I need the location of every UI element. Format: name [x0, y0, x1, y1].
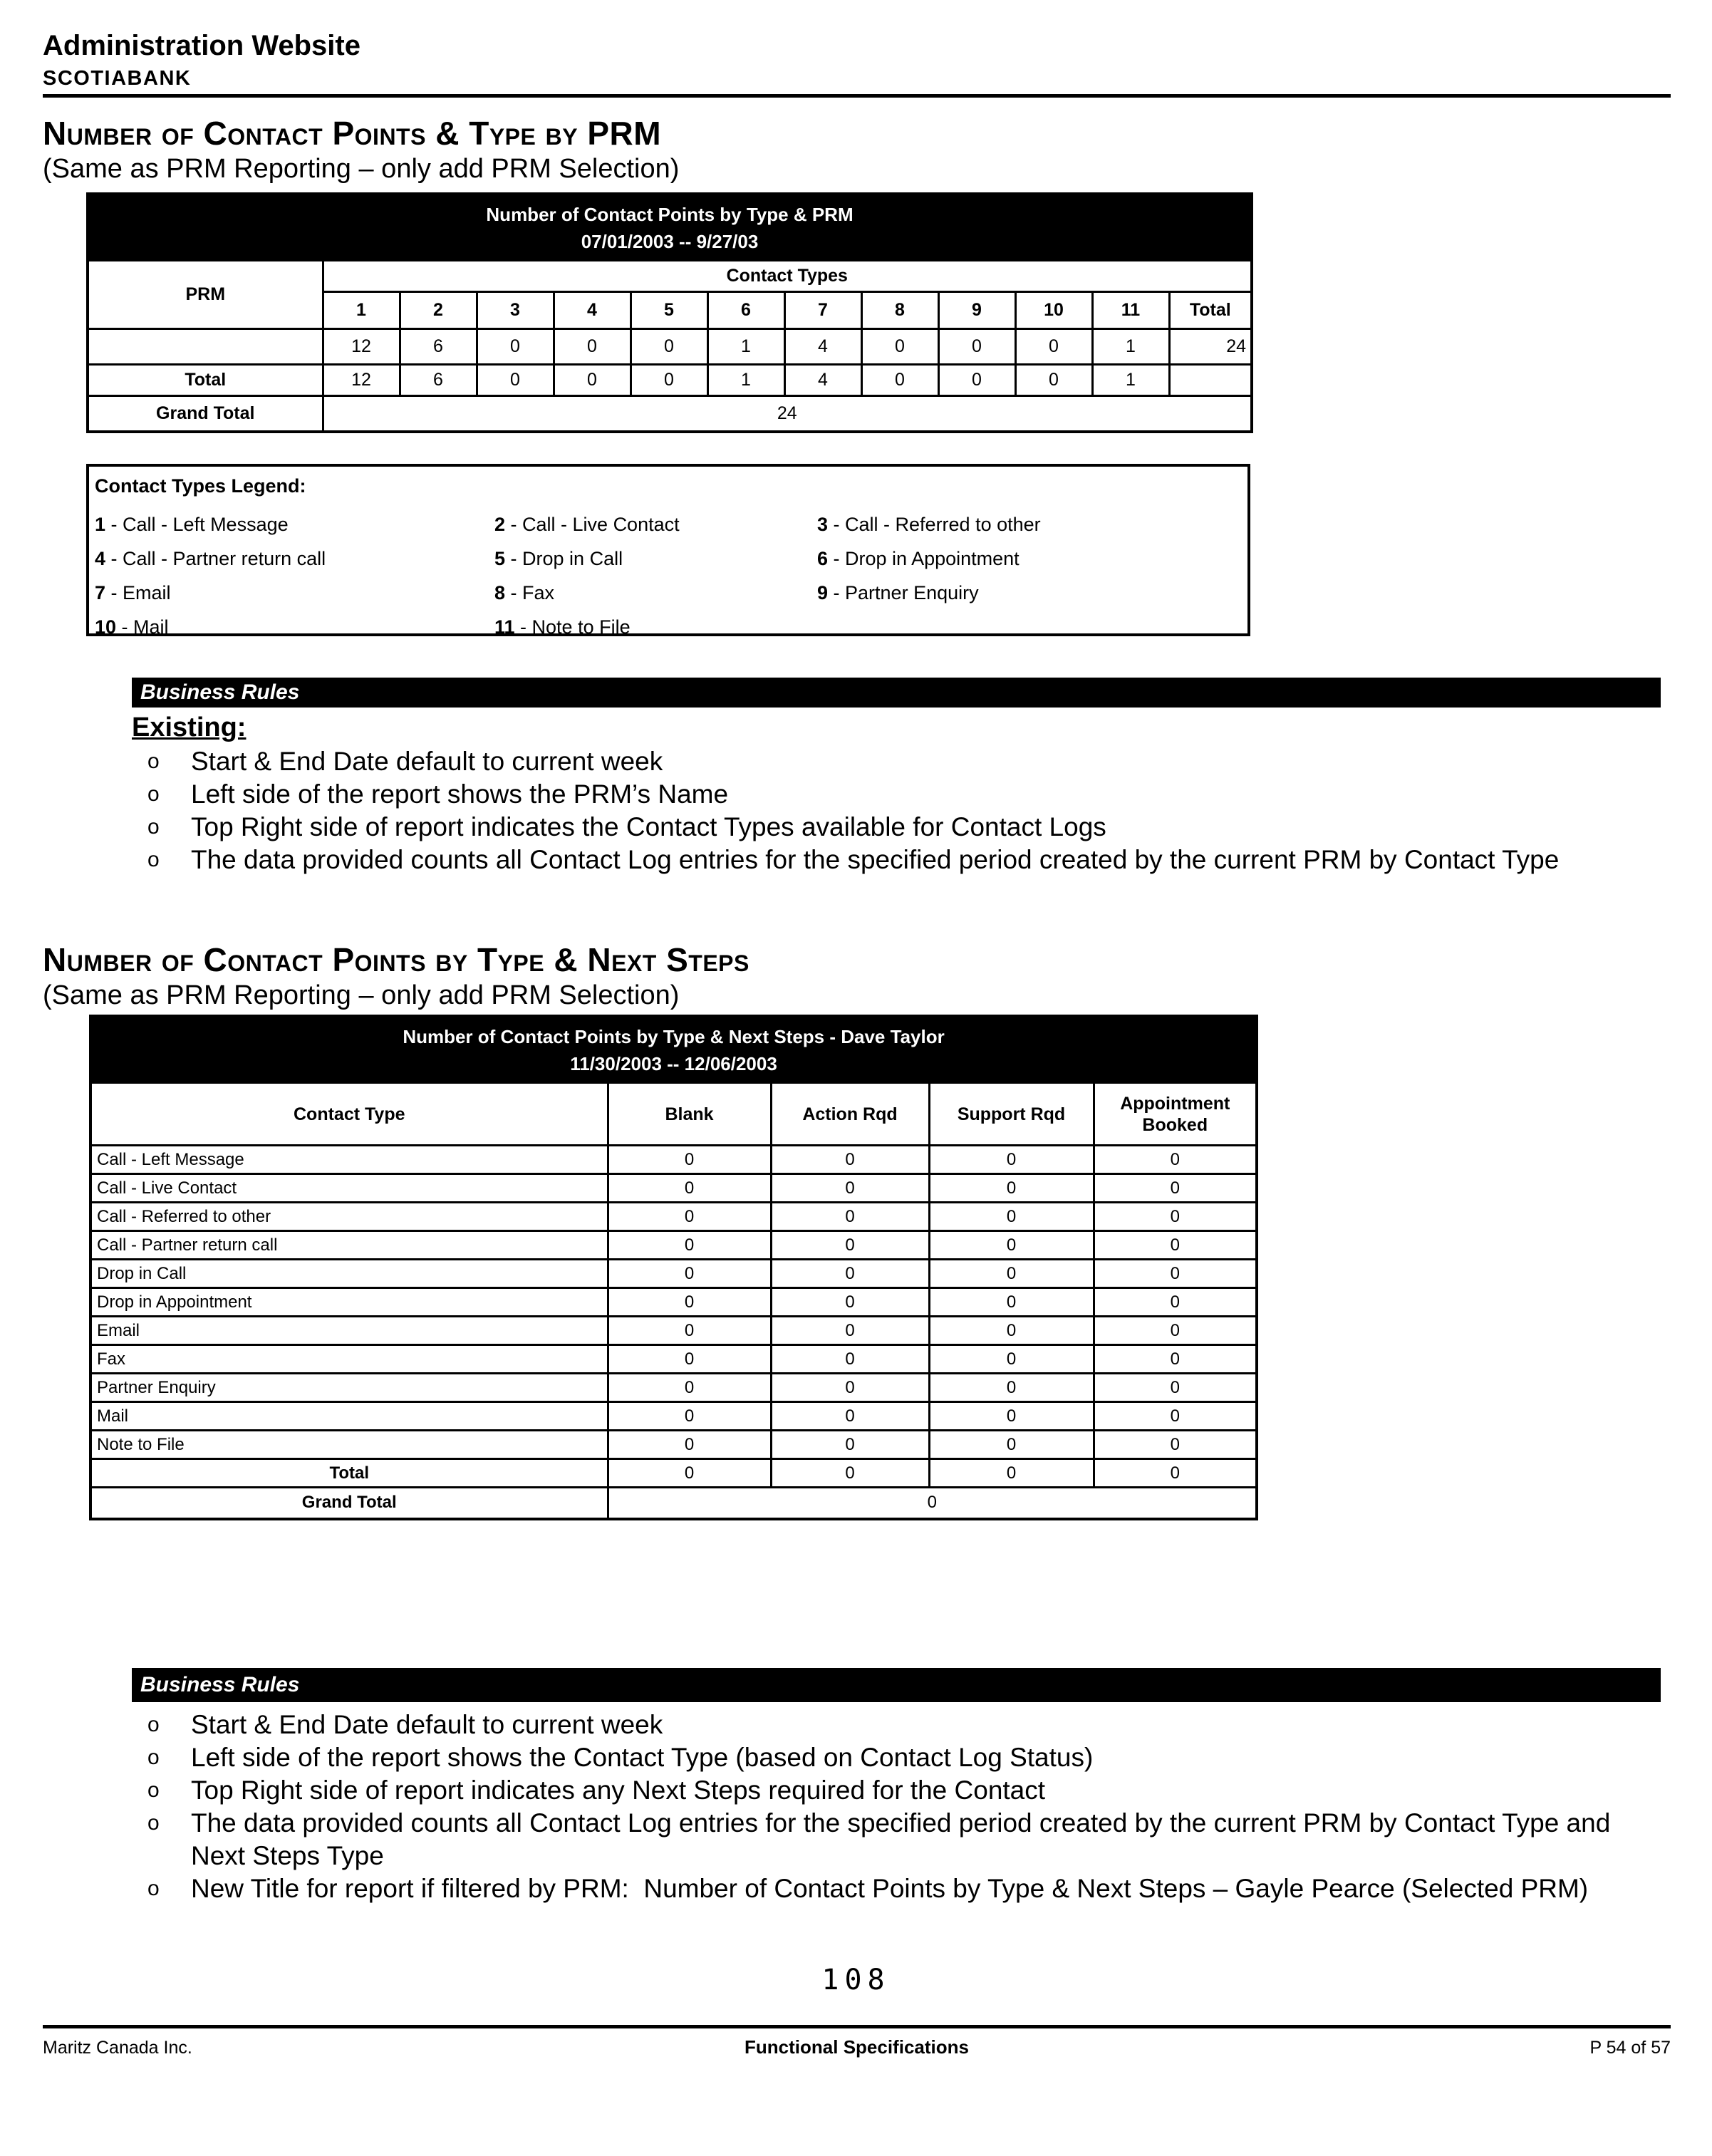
- legend-item: 7 - Email: [95, 582, 171, 603]
- count-cell: 0: [608, 1260, 771, 1288]
- bullet-text: Start & End Date default to current week: [191, 747, 663, 776]
- bullet-item: [132, 844, 1671, 876]
- contact-type-label: Mail: [90, 1402, 608, 1431]
- contact-type-row: [90, 1317, 1257, 1345]
- business-rules-list-2: [132, 1709, 1671, 1905]
- bullet-marker: o: [147, 1811, 160, 1835]
- bullet-marker: o: [147, 782, 160, 806]
- table2-date-range: 11/30/2003 -- 12/06/2003: [570, 1053, 777, 1074]
- count-cell: 0: [861, 329, 938, 365]
- section2-subtitle: (Same as PRM Reporting – only add PRM Selection): [43, 980, 680, 1010]
- bullet-item: [132, 1774, 1671, 1807]
- contact-type-row: [90, 1260, 1257, 1288]
- table1-corner-prm: PRM: [88, 261, 323, 329]
- count-cell: 0: [1094, 1402, 1257, 1431]
- contact-type-label: Note to File: [90, 1431, 608, 1459]
- contact-type-column-header: 11: [1092, 292, 1169, 329]
- count-cell: 0: [1094, 1174, 1257, 1203]
- count-cell: 4: [784, 365, 861, 396]
- count-cell: 0: [771, 1345, 929, 1374]
- contact-type-column-header: 10: [1015, 292, 1092, 329]
- bullet-item: [132, 778, 1671, 811]
- count-cell: 0: [929, 1459, 1094, 1488]
- contact-type-column-header: 9: [938, 292, 1015, 329]
- contact-type-column-header: 6: [707, 292, 784, 329]
- bullet-marker: o: [147, 848, 160, 871]
- legend-row: [95, 507, 1242, 541]
- count-cell: 0: [929, 1174, 1094, 1203]
- count-cell: 1: [707, 365, 784, 396]
- count-cell: 0: [608, 1459, 771, 1488]
- table2-column-header-row: [90, 1083, 1257, 1146]
- count-cell: 0: [771, 1203, 929, 1231]
- bullet-marker: o: [147, 1778, 160, 1802]
- contact-type-label: Fax: [90, 1345, 608, 1374]
- contact-points-by-prm-table: [86, 192, 1253, 433]
- contact-type-row: [90, 1345, 1257, 1374]
- bullet-text: Left side of the report shows the PRM’s Name: [191, 779, 729, 809]
- bullet-text: Start & End Date default to current week: [191, 1710, 663, 1739]
- bullet-text: Top Right side of report indicates the Contact Types available for Contact Logs: [191, 812, 1106, 841]
- count-cell: 0: [1094, 1345, 1257, 1374]
- count-cell: 0: [938, 365, 1015, 396]
- count-cell: 1: [1092, 329, 1169, 365]
- contact-type-column-header: 2: [400, 292, 477, 329]
- count-cell: 0: [771, 1374, 929, 1402]
- bullet-text: The data provided counts all Contact Log entries for the specified period created by the current PRM by Contact Type: [191, 845, 1560, 874]
- contact-type-column-header: 1: [323, 292, 400, 329]
- footer-divider: [43, 2025, 1671, 2028]
- bullet-text: The data provided counts all Contact Log entries for the specified period created by the current PRM by Contact Type and Next Steps Type: [191, 1808, 1618, 1870]
- business-rules-list-1: [132, 745, 1671, 876]
- legend-item-number: 6: [817, 548, 829, 569]
- count-cell: 0: [608, 1345, 771, 1374]
- prm-name-cell: [88, 329, 323, 365]
- contact-type-label: Call - Live Contact: [90, 1174, 608, 1203]
- legend-title: Contact Types Legend:: [95, 475, 306, 497]
- legend-item-number: 5: [494, 548, 506, 569]
- contact-type-column-header: 7: [784, 292, 861, 329]
- section2-title: Number of Contact Points by Type & Next Steps: [43, 941, 749, 978]
- total-row: [88, 365, 1252, 396]
- bullet-text: New Title for report if filtered by PRM: Number of Contact Points by Type & Next Steps – Gayle Pearce (Selected PRM): [191, 1874, 1589, 1903]
- bullet-item: [132, 1807, 1671, 1872]
- legend-item: 10 - Mail: [95, 616, 169, 638]
- table1-contact-types-group: Contact Types: [323, 261, 1252, 292]
- count-cell: 0: [1094, 1374, 1257, 1402]
- next-steps-column-header: Blank: [608, 1083, 771, 1146]
- contact-type-row: [90, 1146, 1257, 1174]
- contact-points-by-next-steps-table: [89, 1015, 1258, 1520]
- legend-item: 8 - Fax: [494, 582, 555, 603]
- contact-type-row: [90, 1374, 1257, 1402]
- count-cell: 0: [929, 1146, 1094, 1174]
- count-cell: 0: [771, 1317, 929, 1345]
- total-row-label: Total: [88, 365, 323, 396]
- footer-document-name: Functional Specifications: [745, 2036, 969, 2058]
- count-cell: 0: [771, 1146, 929, 1174]
- legend-rows: [95, 507, 1242, 644]
- count-cell: 0: [771, 1459, 929, 1488]
- count-cell: 0: [1015, 365, 1092, 396]
- bullet-item: [132, 811, 1671, 844]
- contact-type-label: Partner Enquiry: [90, 1374, 608, 1402]
- contact-type-column-header: 8: [861, 292, 938, 329]
- grand-total-row: [90, 1488, 1257, 1519]
- section1-title: Number of Contact Points & Type by PRM: [43, 115, 662, 152]
- bullet-item: [132, 745, 1671, 778]
- next-steps-column-header: Action Rqd: [771, 1083, 929, 1146]
- contact-type-column-header: 4: [554, 292, 631, 329]
- count-cell: 0: [771, 1431, 929, 1459]
- table1-date-range: 07/01/2003 -- 9/27/03: [581, 231, 759, 252]
- bullet-item: [132, 1872, 1671, 1905]
- next-steps-column-header: Support Rqd: [929, 1083, 1094, 1146]
- count-cell: 1: [1092, 365, 1169, 396]
- legend-item-number: 4: [95, 548, 106, 569]
- count-cell: 4: [784, 329, 861, 365]
- contact-type-label: Drop in Call: [90, 1260, 608, 1288]
- count-cell: 0: [771, 1402, 929, 1431]
- count-cell: 0: [1094, 1288, 1257, 1317]
- count-cell: 0: [861, 365, 938, 396]
- count-cell: 0: [929, 1288, 1094, 1317]
- count-cell: 0: [477, 329, 554, 365]
- contact-type-label: Call - Partner return call: [90, 1231, 608, 1260]
- total-row-label: Total: [90, 1459, 608, 1488]
- count-cell: 0: [608, 1317, 771, 1345]
- contact-type-row: [90, 1174, 1257, 1203]
- count-cell: 0: [631, 365, 707, 396]
- count-cell: 6: [400, 365, 477, 396]
- legend-item-number: 7: [95, 582, 106, 603]
- count-cell: 0: [929, 1231, 1094, 1260]
- count-cell: 0: [771, 1174, 929, 1203]
- count-cell: 0: [608, 1374, 771, 1402]
- count-cell: 0: [929, 1402, 1094, 1431]
- count-cell: 0: [1015, 329, 1092, 365]
- grand-total-value: 24: [323, 396, 1252, 432]
- section1-subtitle: (Same as PRM Reporting – only add PRM Selection): [43, 154, 680, 184]
- count-cell: 0: [1094, 1459, 1257, 1488]
- bullet-marker: o: [147, 1877, 160, 1900]
- legend-item: 11 - Note to File: [494, 616, 631, 638]
- contact-type-row: [90, 1288, 1257, 1317]
- contact-type-row: [90, 1431, 1257, 1459]
- legend-item: 4 - Call - Partner return call: [95, 548, 326, 569]
- table2-title: Number of Contact Points by Type & Next Steps - Dave Taylor: [403, 1026, 945, 1047]
- count-cell: 0: [554, 365, 631, 396]
- legend-item-number: 1: [95, 514, 106, 535]
- count-cell: 0: [929, 1345, 1094, 1374]
- count-cell: 0: [608, 1146, 771, 1174]
- contact-type-row: [90, 1231, 1257, 1260]
- legend-item-number: 2: [494, 514, 506, 535]
- count-cell: 0: [929, 1203, 1094, 1231]
- count-cell: 0: [554, 329, 631, 365]
- legend-item-number: 11: [494, 616, 515, 638]
- count-cell: [1169, 365, 1252, 396]
- table1-group-header-row: [88, 261, 1252, 292]
- grand-total-label: Grand Total: [88, 396, 323, 432]
- count-cell: 0: [608, 1431, 771, 1459]
- count-cell: 24: [1169, 329, 1252, 365]
- count-cell: 12: [323, 365, 400, 396]
- legend-item-number: 9: [817, 582, 829, 603]
- footer-company: Maritz Canada Inc.: [43, 2038, 192, 2058]
- bullet-text: Left side of the report shows the Contact Type (based on Contact Log Status): [191, 1743, 1094, 1772]
- table1-title-bar: [88, 194, 1252, 261]
- legend-item: 9 - Partner Enquiry: [817, 582, 979, 603]
- count-cell: 0: [1094, 1146, 1257, 1174]
- document-header-title: Administration Website: [43, 30, 360, 61]
- contact-type-label: Call - Referred to other: [90, 1203, 608, 1231]
- count-cell: 0: [608, 1402, 771, 1431]
- table1-title: Number of Contact Points by Type & PRM: [486, 204, 854, 225]
- total-row: [90, 1459, 1257, 1488]
- contact-type-label: Call - Left Message: [90, 1146, 608, 1174]
- contact-type-column-header: 3: [477, 292, 554, 329]
- table2-title-bar: [90, 1016, 1257, 1083]
- contact-type-label: Drop in Appointment: [90, 1288, 608, 1317]
- page-number: 108: [821, 1964, 891, 1996]
- count-cell: 0: [631, 329, 707, 365]
- count-cell: 1: [707, 329, 784, 365]
- count-cell: 0: [1094, 1231, 1257, 1260]
- count-cell: 0: [1094, 1260, 1257, 1288]
- legend-row: [95, 576, 1242, 610]
- contact-type-label: Email: [90, 1317, 608, 1345]
- legend-item: 2 - Call - Live Contact: [494, 514, 680, 535]
- count-cell: 0: [771, 1288, 929, 1317]
- legend-item-number: 10: [95, 616, 117, 638]
- legend-item: 3 - Call - Referred to other: [817, 514, 1041, 535]
- count-cell: 0: [929, 1431, 1094, 1459]
- count-cell: 0: [929, 1374, 1094, 1402]
- document-header-org: SCOTIABANK: [43, 67, 192, 90]
- legend-item: 6 - Drop in Appointment: [817, 548, 1020, 569]
- contact-type-column-header: Total: [1169, 292, 1252, 329]
- count-cell: 0: [1094, 1317, 1257, 1345]
- prm-data-row: [88, 329, 1252, 365]
- bullet-marker: o: [147, 1746, 160, 1769]
- bullet-text: Top Right side of report indicates any Next Steps required for the Contact: [191, 1776, 1046, 1805]
- count-cell: 0: [929, 1260, 1094, 1288]
- footer: [43, 2036, 1671, 2058]
- next-steps-column-header: Appointment Booked: [1094, 1083, 1257, 1146]
- count-cell: 0: [608, 1174, 771, 1203]
- count-cell: 0: [477, 365, 554, 396]
- count-cell: 0: [1094, 1431, 1257, 1459]
- bullet-item: [132, 1741, 1671, 1774]
- bullet-marker: o: [147, 815, 160, 839]
- contact-type-row: [90, 1203, 1257, 1231]
- legend-item-number: 8: [494, 582, 506, 603]
- count-cell: 0: [608, 1203, 771, 1231]
- legend-item-number: 3: [817, 514, 829, 535]
- legend-row: [95, 541, 1242, 576]
- grand-total-label: Grand Total: [90, 1488, 608, 1519]
- contact-type-column-header: 5: [631, 292, 707, 329]
- bullet-marker: o: [147, 1713, 160, 1736]
- count-cell: 0: [1094, 1203, 1257, 1231]
- business-rules-label: Business Rules: [140, 680, 300, 704]
- bullet-marker: o: [147, 750, 160, 773]
- existing-heading: Existing:: [132, 712, 247, 742]
- contact-type-row: [90, 1402, 1257, 1431]
- count-cell: 0: [608, 1231, 771, 1260]
- count-cell: 12: [323, 329, 400, 365]
- business-rules-bar-2: [132, 1668, 1661, 1702]
- grand-total-value: 0: [608, 1488, 1257, 1519]
- business-rules-label: Business Rules: [140, 1673, 300, 1696]
- bullet-item: [132, 1709, 1671, 1741]
- legend-item: 1 - Call - Left Message: [95, 514, 289, 535]
- count-cell: 0: [938, 329, 1015, 365]
- footer-page-indicator: P 54 of 57: [1589, 2038, 1671, 2058]
- grand-total-row: [88, 396, 1252, 432]
- legend-item: 5 - Drop in Call: [494, 548, 623, 569]
- legend-row: [95, 610, 1242, 644]
- next-steps-column-header: Contact Type: [90, 1083, 608, 1146]
- business-rules-bar-1: [132, 678, 1661, 708]
- count-cell: 0: [771, 1231, 929, 1260]
- count-cell: 0: [608, 1288, 771, 1317]
- count-cell: 6: [400, 329, 477, 365]
- header-divider: [43, 94, 1671, 98]
- contact-types-legend-box: [86, 464, 1250, 636]
- count-cell: 0: [929, 1317, 1094, 1345]
- count-cell: 0: [771, 1260, 929, 1288]
